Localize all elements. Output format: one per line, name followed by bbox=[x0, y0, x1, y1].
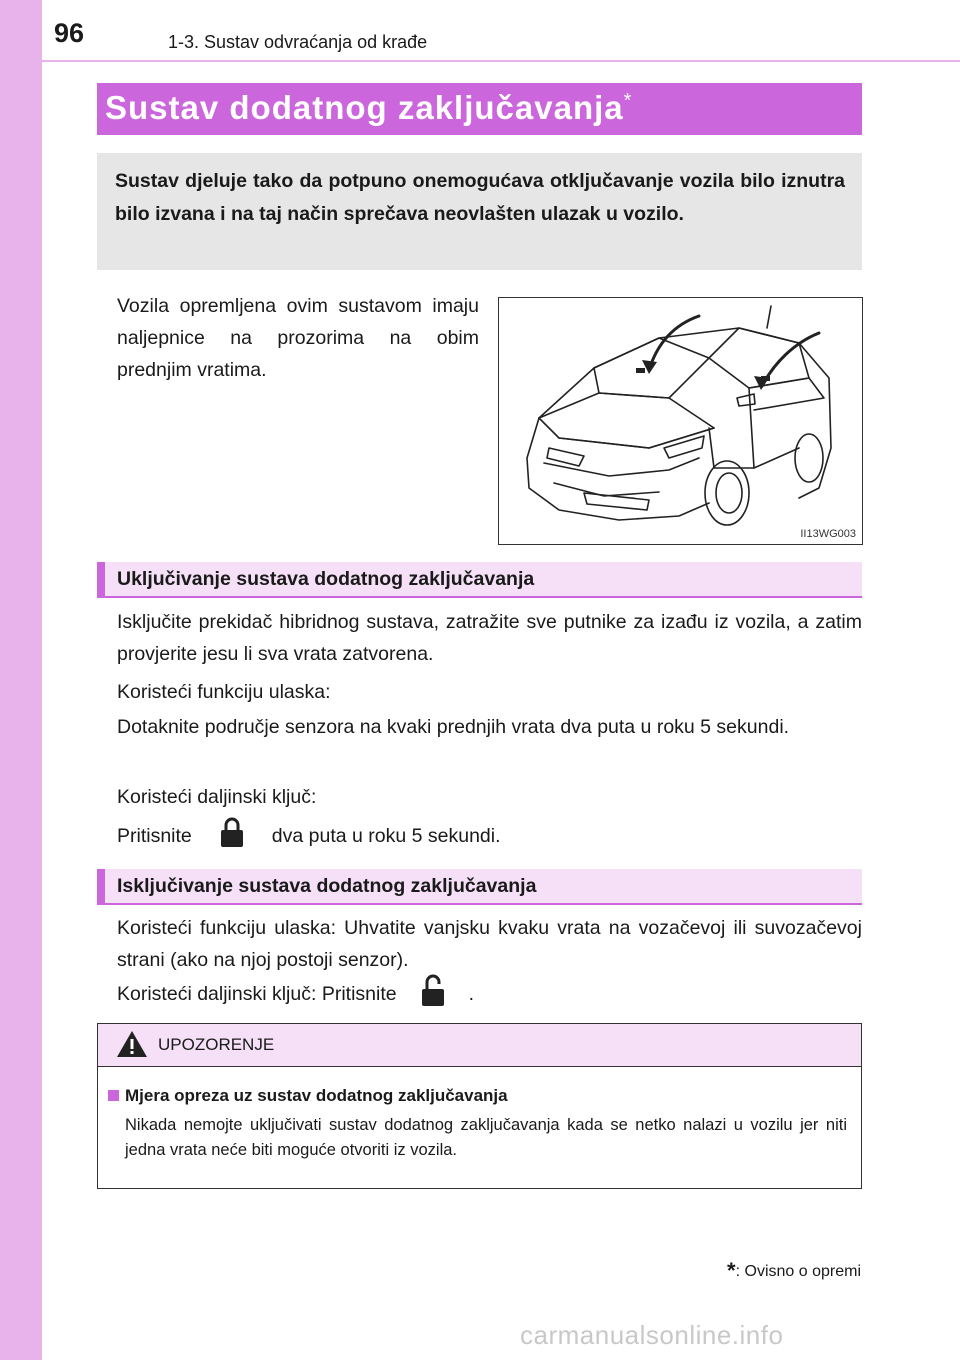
press-after-text: dva puta u roku 5 sekundi. bbox=[271, 825, 501, 848]
deactivate-after-text: . bbox=[468, 983, 475, 1006]
activate-press-line bbox=[117, 816, 862, 858]
page-header bbox=[0, 0, 960, 62]
title-asterisk: * bbox=[623, 90, 633, 112]
activate-remote-label: Koristeći daljinski ključ: bbox=[117, 786, 317, 808]
subheading-deactivate-label: Isključivanje sustava dodatnog zaključavanja bbox=[117, 875, 537, 897]
page-title: Sustav dodatnog zaključavanja* bbox=[105, 89, 633, 126]
bullet-square-icon bbox=[108, 1090, 119, 1101]
press-before-text: Pritisnite bbox=[117, 825, 192, 848]
section-header: 1-3. Sustav odvraćanja od krađe bbox=[168, 32, 428, 52]
intro-box bbox=[97, 153, 862, 270]
activate-entry-text: Dotaknite područje senzora na kvaki prednjih vrata dva puta u roku 5 sekundi. bbox=[117, 716, 790, 738]
subheading-deactivate bbox=[97, 869, 862, 905]
intro-text: Sustav djeluje tako da potpuno onemogućava otključavanje vozila bilo iznutra bilo izvana i na taj način sprečava neovlašten ulazak u vozilo. bbox=[115, 170, 845, 225]
figure-code: II13WG003 bbox=[800, 528, 856, 540]
deactivate-before-text: Koristeći daljinski ključ: Pritisnite bbox=[117, 983, 397, 1006]
footnote bbox=[727, 1258, 861, 1284]
stickers-paragraph: Vozila opremljena ovim sustavom imaju naljepnice na prozorima na obim prednjim vratima. bbox=[117, 295, 479, 381]
activate-step1: Isključite prekidač hibridnog sustava, zatražite sve putnike za izađu iz vozila, a zatim provjerite jesu li sva vrata zatvorena. bbox=[117, 611, 862, 665]
warning-item-title: Mjera opreza uz sustav dodatnog zaključavanja bbox=[108, 1086, 508, 1106]
warning-triangle-icon bbox=[116, 1030, 148, 1058]
activate-entry-label: Koristeći funkciju ulaska: bbox=[117, 681, 331, 703]
subheading-activate bbox=[97, 562, 862, 598]
side-tab-strip bbox=[0, 0, 42, 1360]
page-number: 96 bbox=[54, 18, 85, 48]
warning-header bbox=[98, 1024, 861, 1067]
watermark: carmanualsonline.info bbox=[520, 1320, 784, 1350]
deactivate-remote-line bbox=[117, 973, 862, 1017]
section-title-bar bbox=[97, 83, 862, 135]
deactivate-entry-text: Koristeći funkciju ulaska: Uhvatite vanjsku kvaku vrata na vozačevoj ili suvozačevoj strani (ako na njoj postoji senzor). bbox=[117, 917, 862, 971]
warning-box bbox=[97, 1023, 862, 1189]
warning-item-text: Nikada nemojte uključivati sustav dodatnog zaključavanja kada se netko nalazi u vozilu jer niti jedna vrata neće biti moguće otvoriti iz vozila. bbox=[125, 1116, 847, 1159]
lock-closed-icon bbox=[220, 816, 244, 858]
car-illustration bbox=[499, 298, 862, 544]
warning-label: UPOZORENJE bbox=[158, 1035, 275, 1054]
car-figure bbox=[498, 297, 863, 545]
subheading-activate-label: Uključivanje sustava dodatnog zaključavanja bbox=[117, 568, 535, 590]
footnote-asterisk: * bbox=[727, 1258, 736, 1283]
lock-open-icon bbox=[421, 973, 445, 1017]
header-rule bbox=[0, 60, 960, 62]
footnote-text: : Ovisno o opremi bbox=[735, 1263, 861, 1280]
